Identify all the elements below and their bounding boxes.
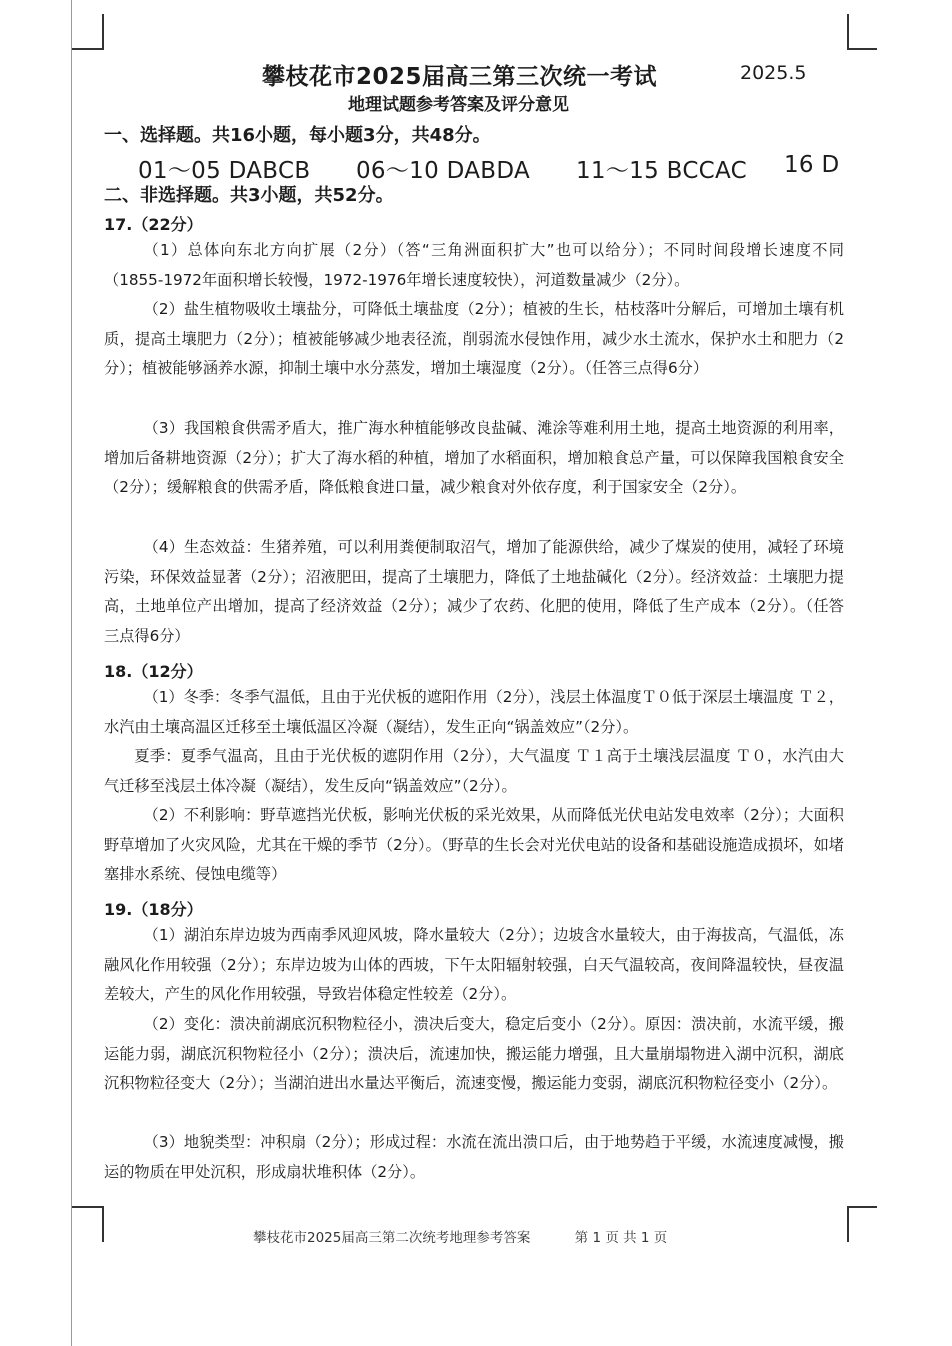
q19-part-3: （3）地貌类型：冲积扇（2分）；形成过程：水流在流出溃口后，由于地势趋于平缓，水流速度减慢，搬运的物质在甲处沉积，形成扇状堆积体（2分）。	[104, 1133, 844, 1181]
crop-mark-bottom-right	[847, 1206, 877, 1208]
crop-mark-bottom-right	[847, 1206, 849, 1242]
footer-page-number: 第 1 页 共 1 页	[574, 1230, 668, 1246]
q17-part-3: （3）我国粮食供需矛盾大，推广海水种植能够改良盐碱、滩涂等难利用土地，提高土地资源的利用率，增加后备耕地资源（2分）；扩大了海水稻的种植，增加了水稻面积，增加粮食总产量，可以保障我国粮食安全（2分）；缓解粮食的供需矛盾，降低粮食进口量，减少粮食对外依存度，利于国家安全（2分）。	[104, 419, 844, 497]
answer-group-01-05: 01～05 DABCB	[138, 158, 311, 184]
q18-part-2: （2）不利影响：野草遮挡光伏板，影响光伏板的采光效果，从而降低光伏电站发电效率（2分）；大面积野草增加了火灾风险，尤其在干燥的季节（2分）。（野草的生长会对光伏电站的设备和基础设施造成损坏，如堵塞排水系统、侵蚀电缆等）	[104, 806, 844, 884]
q19-part-2: （2）变化：溃决前湖底沉积物粒径小，溃决后变大，稳定后变小（2分）。原因：溃决前，水流平缓，搬运能力弱，湖底沉积物粒径小（2分）；溃决后，流速加快，搬运能力增强，且大量崩塌物进入湖中沉积，湖底沉积物粒径变大（2分）；当湖泊进出水量达平衡后，流速变慢，搬运能力变弱，湖底沉积物粒径变小（2分）。	[104, 1015, 844, 1093]
crop-mark-bottom-left	[102, 1206, 104, 1242]
exam-date: 2025.5	[740, 62, 807, 84]
binding-margin-line	[71, 0, 72, 1346]
q17-part-4: （4）生态效益：生猪养殖，可以利用粪便制取沼气，增加了能源供给，减少了煤炭的使用，减轻了环境污染，环保效益显著（2分）；沼液肥田，提高了土壤肥力，降低了土地盐碱化（2分）。经济效益：土壤肥力提高，土地单位产出增加，提高了经济效益（2分）；减少了农药、化肥的使用，降低了生产成本（2分）。（任答三点得6分）	[104, 538, 844, 646]
q17-part-1: （1）总体向东北方向扩展（2分）（答“三角洲面积扩大”也可以给分）；不同时间段增长速度不同（1855-1972年面积增长较慢，1972-1976年增长速度较快），河道数量减少（2分）。	[104, 241, 844, 289]
section-1-heading: 一、选择题。共16小题，每小题3分，共48分。	[104, 125, 491, 146]
q18-part-1-summer: 夏季：夏季气温高，且由于光伏板的遮阴作用（2分），大气温度 Ｔ１高于土壤浅层温度 Ｔ０，水汽由大气迁移至浅层土体冷凝（凝结），发生反向“锅盖效应”（2分）。	[104, 747, 844, 795]
question-17-heading: 17.（22分）	[104, 215, 203, 234]
crop-mark-top-right	[847, 48, 877, 50]
answer-group-06-10: 06～10 DABDA	[356, 158, 531, 184]
crop-mark-top-left	[102, 14, 104, 50]
answer-group-11-15: 11～15 BCCAC	[576, 158, 748, 184]
q19-part-1: （1）湖泊东岸边坡为西南季风迎风坡，降水量较大（2分）；边坡含水量较大，由于海拔高，气温低，冻融风化作用较强（2分）；东岸边坡为山体的西坡，下午太阳辐射较强，白天气温较高，夜间降温较快，昼夜温差较大，产生的风化作用较强，导致岩体稳定性较差（2分）。	[104, 926, 844, 1004]
footer-document-name: 攀枝花市2025届高三第二次统考地理参考答案	[253, 1230, 531, 1246]
question-19-heading: 19.（18分）	[104, 900, 203, 919]
crop-mark-top-right	[847, 14, 849, 50]
section-2-heading: 二、非选择题。共3小题，共52分。	[104, 185, 394, 206]
page-footer	[253, 1226, 667, 1246]
question-18-heading: 18.（12分）	[104, 662, 203, 681]
document-subtitle: 地理试题参考答案及评分意见	[348, 95, 569, 115]
crop-mark-bottom-left	[72, 1206, 104, 1208]
exam-title: 攀枝花市2025届高三第三次统一考试	[262, 64, 658, 90]
q18-part-1: （1）冬季：冬季气温低，且由于光伏板的遮阳作用（2分），浅层土体温度Ｔ０低于深层土壤温度 Ｔ２，水汽由土壤高温区迁移至土壤低温区冷凝（凝结），发生正向“锅盖效应”（2分）。	[104, 688, 844, 736]
crop-mark-top-left	[72, 48, 104, 50]
answer-group-16: 16 D	[784, 152, 840, 178]
q17-part-2: （2）盐生植物吸收土壤盐分，可降低土壤盐度（2分）；植被的生长，枯枝落叶分解后，可增加土壤有机质，提高土壤肥力（2分）；植被能够减少地表径流，削弱流水侵蚀作用，减少水土流水，保护水土和肥力（2分）；植被能够涵养水源，抑制土壤中水分蒸发，增加土壤湿度（2分）。（任答三点得6分）	[104, 300, 844, 378]
